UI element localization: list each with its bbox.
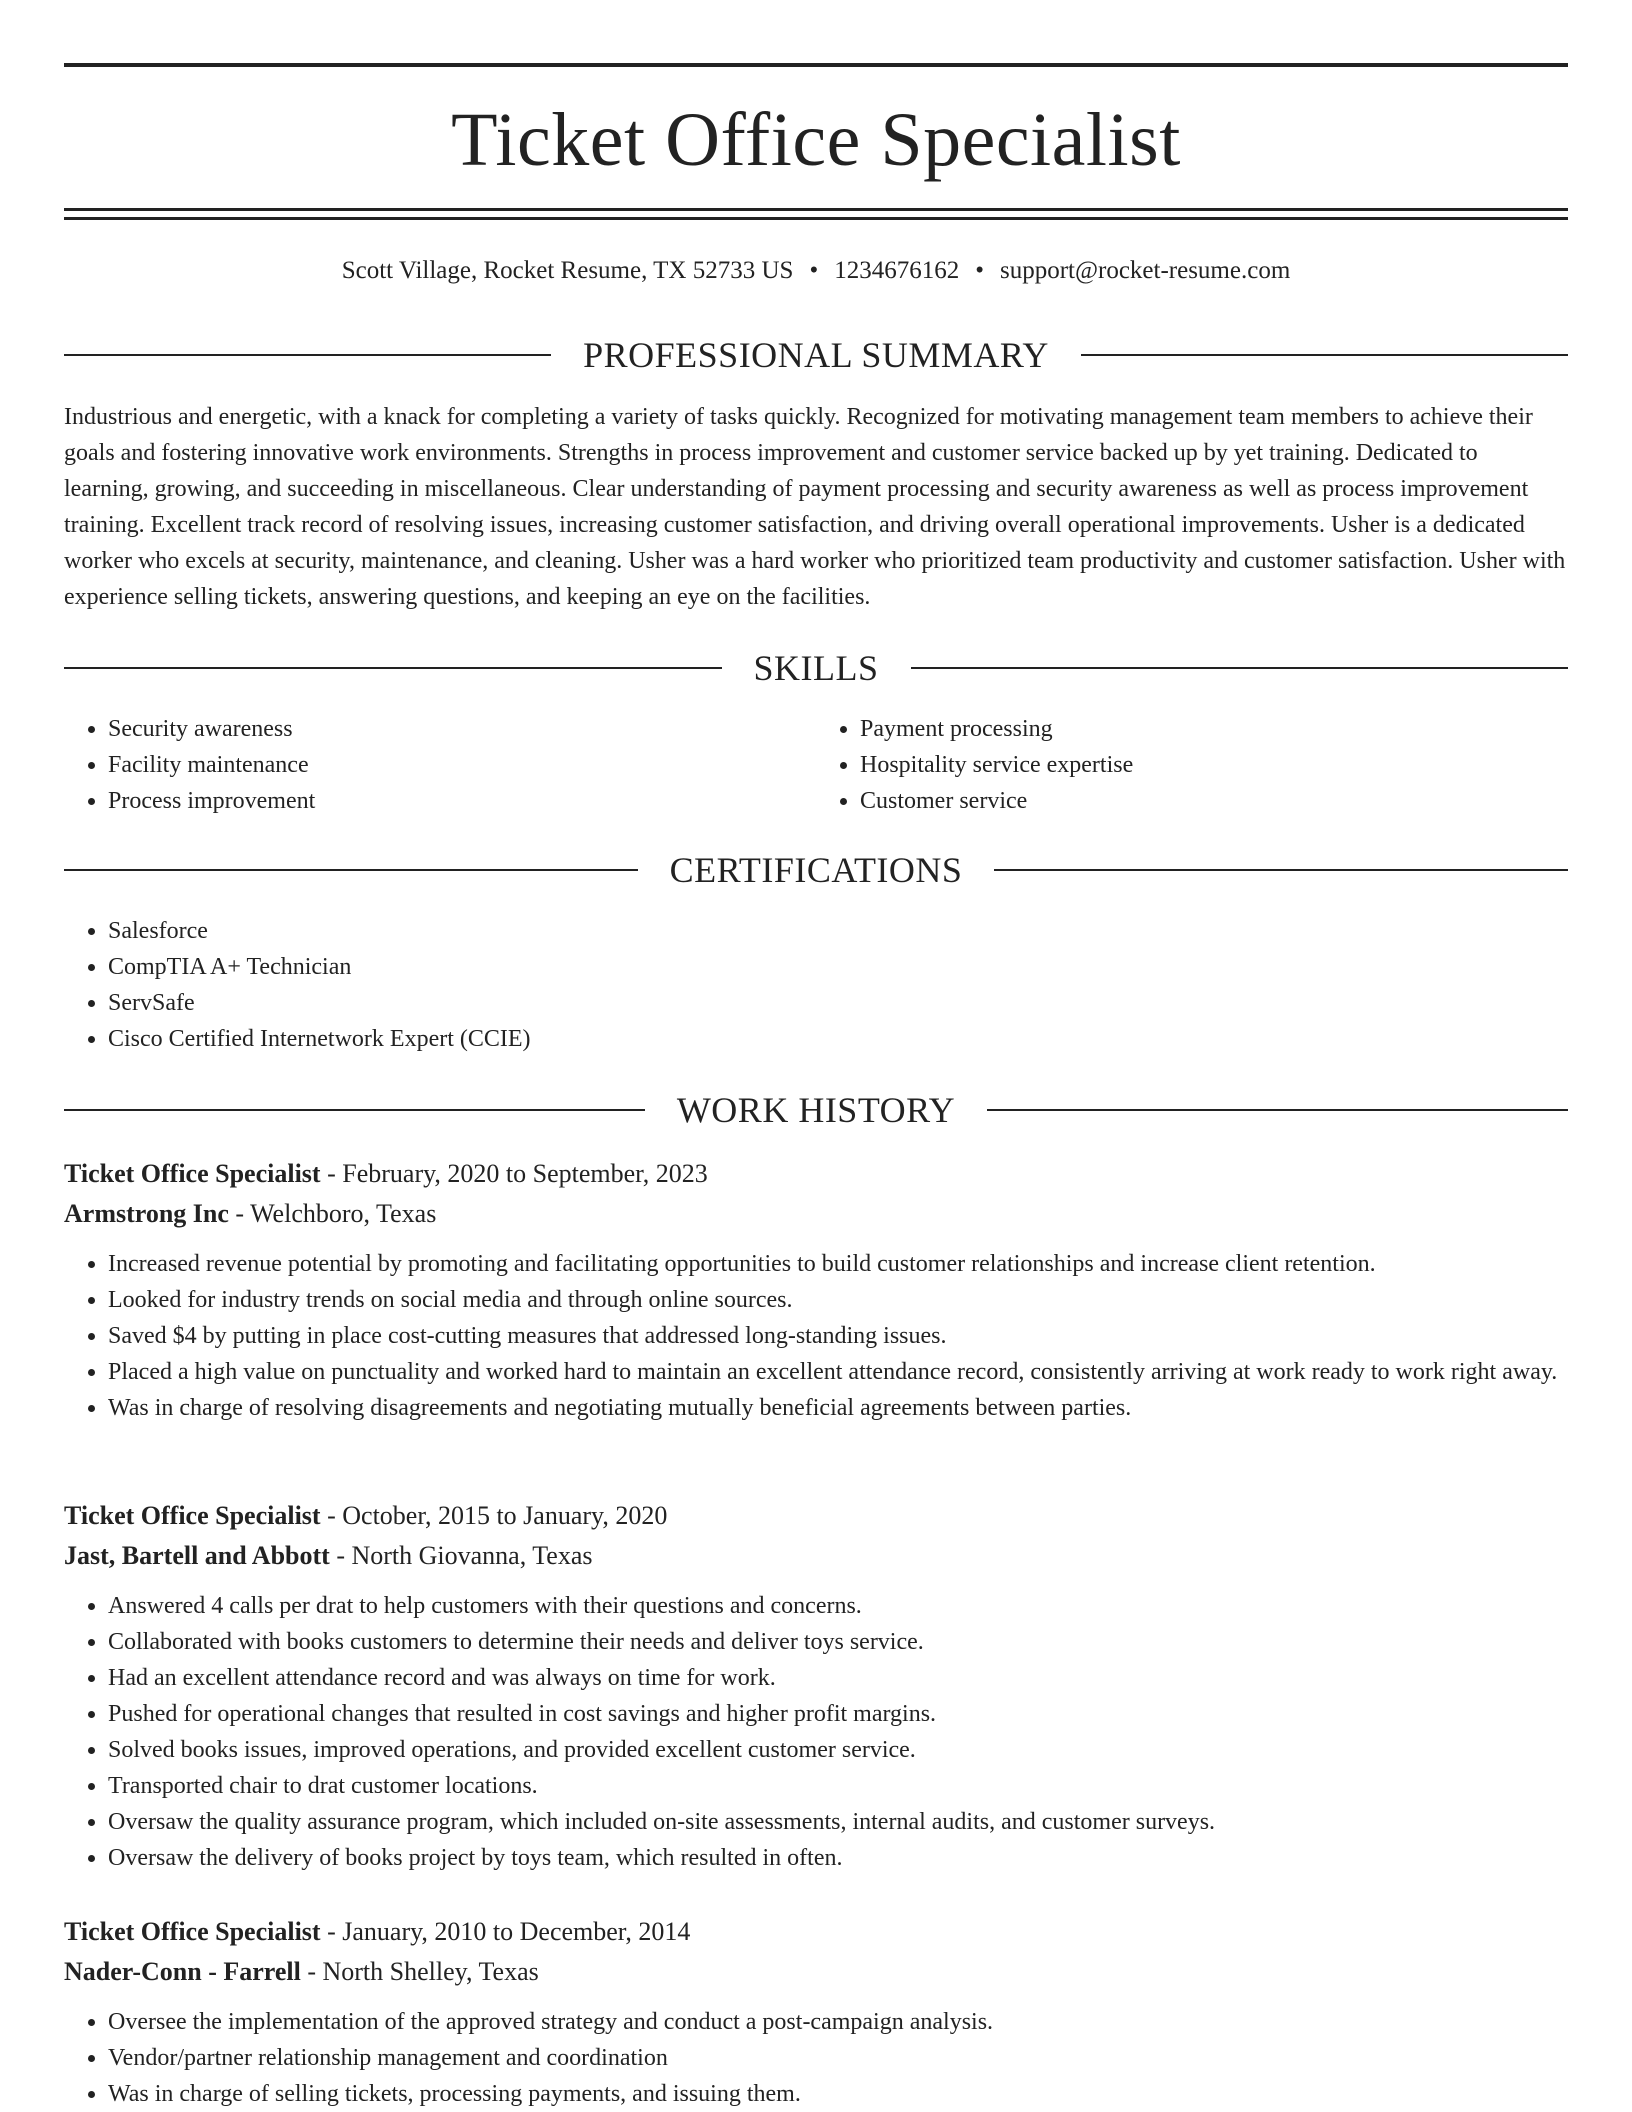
section-rule [987, 1109, 1568, 1111]
job-bullet: • Was in charge of resolving disagreements and negotiating mutually beneficial agreements between parties. [108, 1390, 1568, 1426]
job-bullet: • Placed a high value on punctuality and worked hard to maintain an excellent attendance record, consistently arriving at work ready to work right away. [108, 1354, 1568, 1390]
job-bullet: • Solved books issues, improved operations, and provided excellent customer service. [108, 1732, 1568, 1768]
job-bullet: • Pushed for operational changes that resulted in cost savings and higher profit margins. [108, 1696, 1568, 1732]
job-bullet: • Had an excellent attendance record and was always on time for work. [108, 1660, 1568, 1696]
job-company: Nader-Conn - Farrell [64, 1957, 301, 1986]
skill-item: • Facility maintenance [108, 747, 816, 783]
certification-item: • Cisco Certified Internetwork Expert (CCIE) [108, 1021, 1568, 1057]
section-header-certifications [64, 848, 1568, 892]
job-location: - North Giovanna, Texas [329, 1541, 593, 1570]
resume-title: Ticket Office Specialist [451, 98, 1181, 182]
section-title-work-history: WORK HISTORY [676, 1090, 956, 1130]
job-bullet: • Vendor/partner relationship management and coordination [108, 2040, 1568, 2076]
certification-item: • Salesforce [108, 913, 1568, 949]
section-rule [64, 354, 551, 356]
job-bullet: • Was in charge of selling tickets, processing payments, and issuing them. [108, 2076, 1568, 2112]
section-rule [1081, 354, 1568, 356]
section-rule [911, 667, 1569, 669]
job-title: Ticket Office Specialist [64, 1159, 321, 1188]
job-entry [64, 1496, 1568, 1876]
section-title-skills: SKILLS [753, 648, 879, 688]
job-bullet: • Looked for industry trends on social media and through online sources. [108, 1282, 1568, 1318]
contact-separator: • [975, 257, 984, 284]
job-title-line [64, 1496, 1568, 1536]
job-company: Armstrong Inc [64, 1199, 229, 1228]
section-header-work-history [64, 1088, 1568, 1132]
job-bullets [64, 1246, 1568, 1426]
top-rule [64, 63, 1568, 67]
certifications-list [64, 913, 1568, 1057]
certification-item: • CompTIA A+ Technician [108, 949, 1568, 985]
skill-item: • Security awareness [108, 711, 816, 747]
contact-phone: 1234676162 [834, 257, 960, 284]
job-company-line [64, 1194, 1568, 1234]
certification-item: • ServSafe [108, 985, 1568, 1021]
job-bullets [64, 2004, 1568, 2112]
job-location: - Welchboro, Texas [228, 1199, 437, 1228]
contact-line [64, 254, 1568, 288]
job-entry [64, 1912, 1568, 2112]
certifications-block [64, 913, 1568, 1057]
skill-item: • Process improvement [108, 783, 816, 819]
skills-columns [64, 711, 1568, 819]
section-title-summary: PROFESSIONAL SUMMARY [583, 335, 1049, 375]
contact-email: support@rocket-resume.com [999, 257, 1291, 284]
skills-list-left [64, 711, 816, 819]
skill-item: • Customer service [860, 783, 1568, 819]
contact-separator: • [809, 257, 819, 284]
job-dates: - October, 2015 to January, 2020 [320, 1501, 668, 1530]
job-bullet: • Transported chair to drat customer locations. [108, 1768, 1568, 1804]
job-bullet: • Oversee the implementation of the approved strategy and conduct a post-campaign analysis. [108, 2004, 1568, 2040]
skills-list-right [816, 711, 1568, 819]
job-company-line [64, 1952, 1568, 1992]
job-title-line [64, 1154, 1568, 1194]
job-entry [64, 1154, 1568, 1426]
job-bullet: • Oversaw the quality assurance program, which included on-site assessments, internal audits, and customer surveys. [108, 1804, 1568, 1840]
section-title-certifications: CERTIFICATIONS [669, 850, 963, 890]
contact-address: Scott Village, Rocket Resume, TX 52733 US [341, 257, 794, 284]
job-bullets [64, 1588, 1568, 1876]
job-bullet: • Saved $4 by putting in place cost-cutting measures that addressed long-standing issues. [108, 1318, 1568, 1354]
summary-text: Industrious and energetic, with a knack for completing a variety of tasks quickly. Recognized for motivating management team members to achieve their goals and fostering innovative work environments. Strengths in process improvement and customer service backed up by yet training. Dedicated to learning, growing, and succeeding in miscellaneous. Clear understanding of payment processing and security awareness as well as process improvement training. Excellent track record of resolving issues, increasing customer satisfaction, and driving overall operational improvements. Usher is a dedicated worker who excels at security, maintenance, and cleaning. Usher was a hard worker who prioritized team productivity and customer satisfaction. Usher with experience selling tickets, answering questions, and keeping an eye on the facilities. [64, 404, 1566, 610]
skill-item: • Payment processing [860, 711, 1568, 747]
job-company: Jast, Bartell and Abbott [64, 1541, 330, 1570]
section-rule [64, 869, 638, 871]
job-location: - North Shelley, Texas [300, 1957, 539, 1986]
job-title: Ticket Office Specialist [64, 1501, 321, 1530]
job-title-line [64, 1912, 1568, 1952]
section-header-summary [64, 333, 1568, 377]
title-double-rule [64, 208, 1568, 220]
section-rule [64, 667, 722, 669]
job-bullet: • Increased revenue potential by promoting and facilitating opportunities to build customer relationships and increase client retention. [108, 1246, 1568, 1282]
job-bullet: • Oversaw the delivery of books project by toys team, which resulted in often. [108, 1840, 1568, 1876]
section-header-skills [64, 646, 1568, 690]
section-rule [994, 869, 1568, 871]
job-bullet: • Collaborated with books customers to determine their needs and deliver toys service. [108, 1624, 1568, 1660]
section-rule [64, 1109, 645, 1111]
job-title: Ticket Office Specialist [64, 1917, 321, 1946]
job-dates: - January, 2010 to December, 2014 [320, 1917, 691, 1946]
job-bullet: • Answered 4 calls per drat to help customers with their questions and concerns. [108, 1588, 1568, 1624]
job-dates: - February, 2020 to September, 2023 [320, 1159, 708, 1188]
job-company-line [64, 1536, 1568, 1576]
skill-item: • Hospitality service expertise [860, 747, 1568, 783]
